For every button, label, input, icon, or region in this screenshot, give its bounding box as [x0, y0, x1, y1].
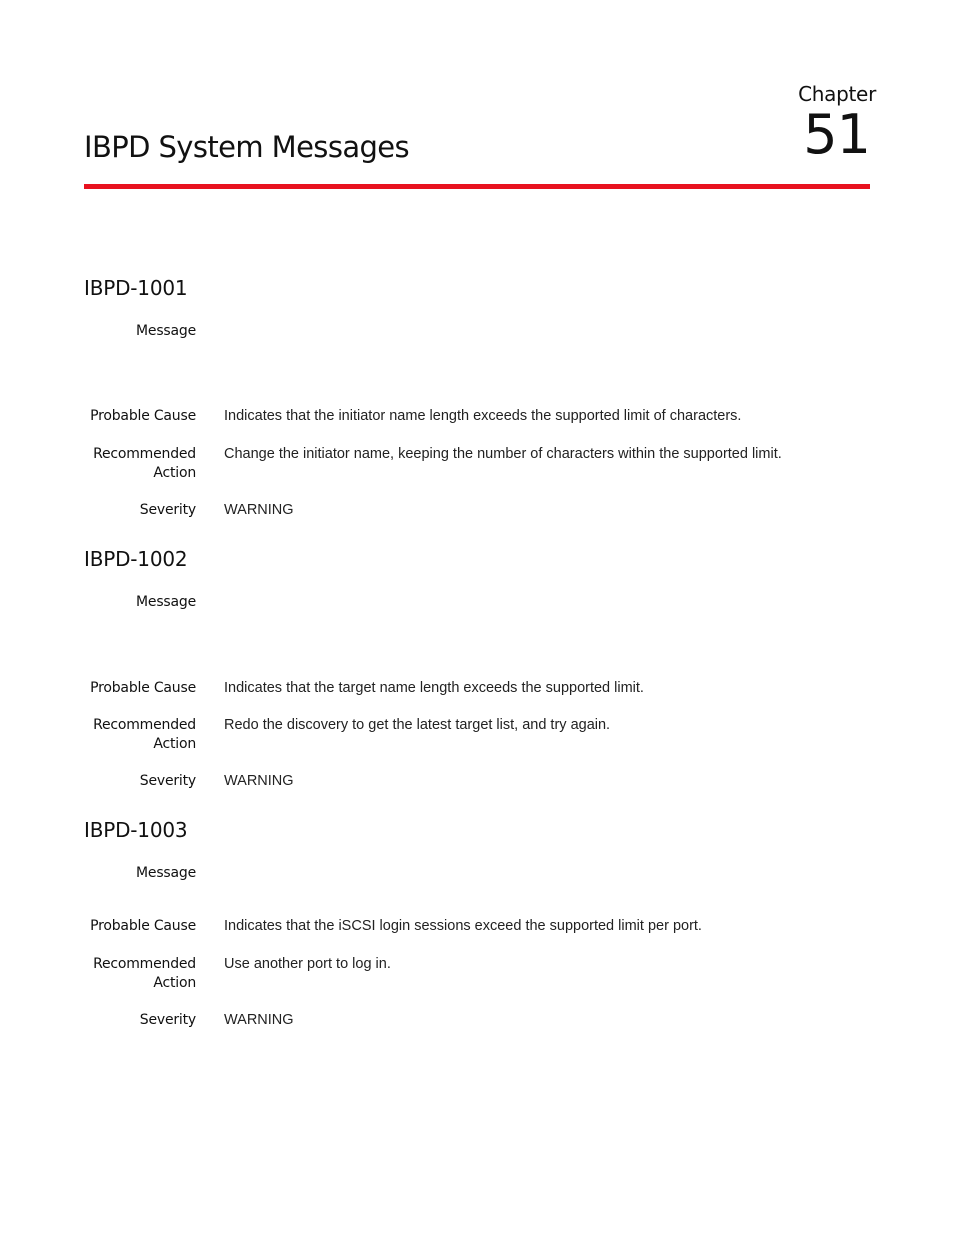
recommended-label-line1: Recommended [93, 717, 196, 733]
recommended-action-text: Redo the discovery to get the latest target list, and try again. [224, 717, 611, 733]
recommended-action-label [56, 716, 196, 754]
recommended-action-text: Use another port to log in. [224, 956, 391, 972]
recommended-label-line2: Action [153, 736, 196, 752]
probable-cause-text: Indicates that the initiator name length exceeds the supported limit of characters. [224, 408, 742, 424]
recommended-label-line2: Action [153, 975, 196, 991]
recommended-action-label [56, 955, 196, 993]
probable-cause-text: Indicates that the iSCSI login sessions exceed the supported limit per port. [224, 918, 702, 934]
chapter-number: 51 [803, 103, 870, 166]
severity-value: WARNING [224, 502, 294, 518]
severity-label: Severity [139, 773, 196, 789]
probable-cause-label: Probable Cause [90, 680, 196, 696]
probable-cause-label: Probable Cause [90, 918, 196, 934]
probable-cause-label: Probable Cause [90, 408, 196, 424]
title-rule [84, 184, 870, 189]
severity-label: Severity [139, 502, 196, 518]
section-heading: IBPD-1002 [84, 547, 188, 571]
chapter-label: Chapter [798, 82, 876, 106]
recommended-label-line1: Recommended [93, 956, 196, 972]
section-heading: IBPD-1001 [84, 276, 188, 300]
message-label: Message [136, 323, 196, 339]
severity-label: Severity [139, 1012, 196, 1028]
section-heading: IBPD-1003 [84, 818, 188, 842]
message-label: Message [136, 594, 196, 610]
recommended-action-text: Change the initiator name, keeping the number of characters within the supported limit. [224, 446, 782, 462]
message-label: Message [136, 865, 196, 881]
recommended-action-label [56, 445, 196, 483]
recommended-label-line2: Action [153, 465, 196, 481]
severity-value: WARNING [224, 773, 294, 789]
page-title: IBPD System Messages [84, 130, 410, 164]
recommended-label-line1: Recommended [93, 446, 196, 462]
severity-value: WARNING [224, 1012, 294, 1028]
probable-cause-text: Indicates that the target name length exceeds the supported limit. [224, 680, 644, 696]
